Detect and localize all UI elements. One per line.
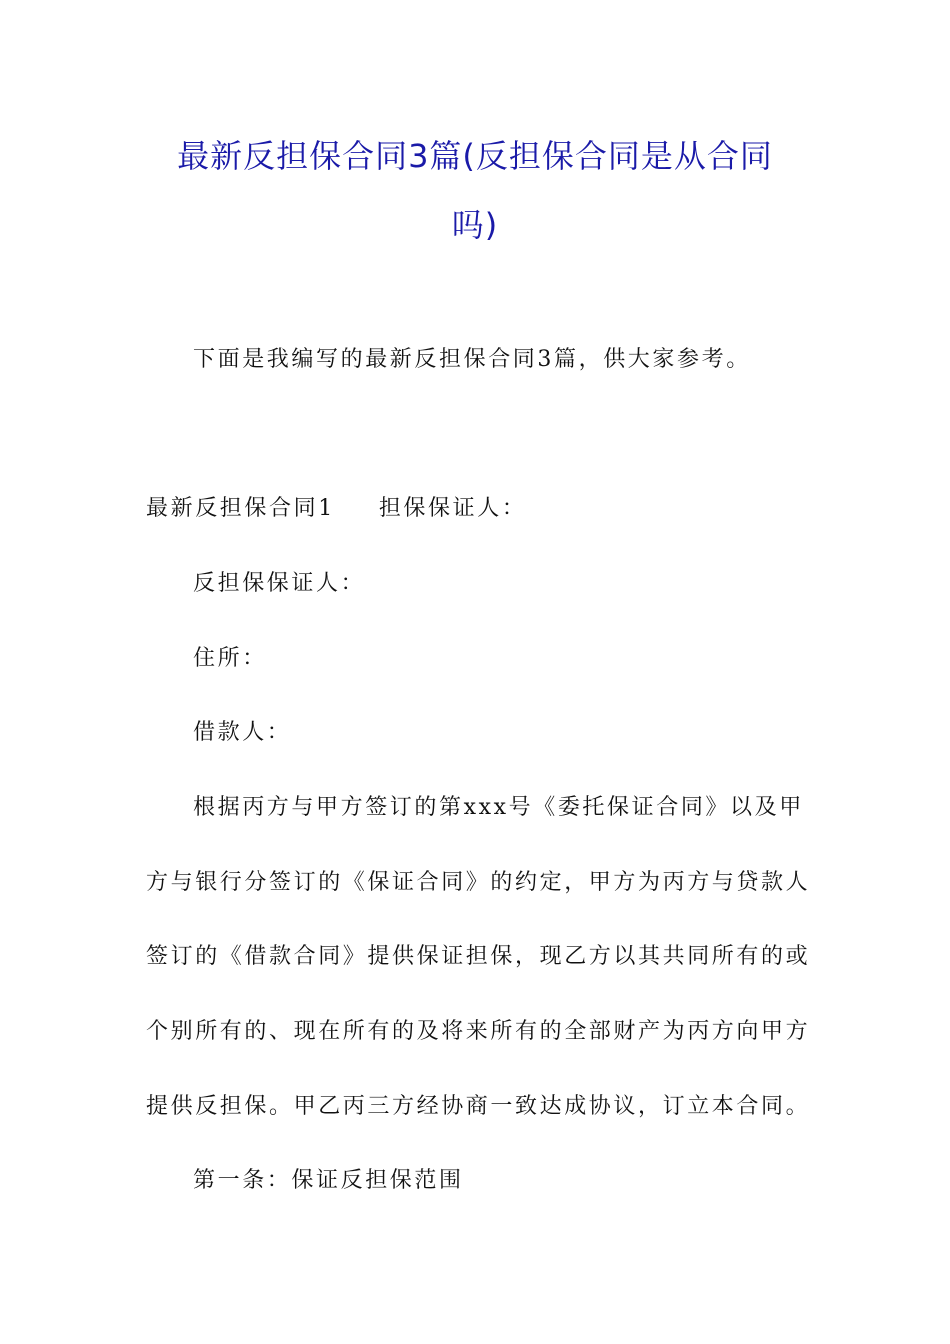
body-line: 提供反担保。甲乙丙三方经协商一致达成协议，订立本合同。 [146, 1094, 811, 1119]
body-line: 方与银行分签订的《保证合同》的约定，甲方为丙方与贷款人 [146, 870, 811, 895]
body-line: 签订的《借款合同》提供保证担保，现乙方以其共同所有的或 [146, 944, 811, 969]
body-line: 根据丙方与甲方签订的第xxx号《委托保证合同》以及甲 [193, 795, 804, 820]
intro-paragraph: 下面是我编写的最新反担保合同3篇，供大家参考。 [193, 347, 751, 372]
document-title-line-2: 吗) [451, 206, 499, 244]
address-label: 住所： [193, 646, 267, 671]
section-heading-row [146, 494, 816, 524]
section-heading: 最新反担保合同1 [146, 496, 335, 521]
counter-guarantor-label: 反担保保证人： [193, 571, 366, 596]
document-title-line-1: 最新反担保合同3篇(反担保合同是从合同 [177, 137, 773, 175]
body-line: 个别所有的、现在所有的及将来所有的全部财产为丙方向甲方 [146, 1019, 811, 1044]
borrower-label: 借款人： [193, 720, 292, 745]
article-1-heading: 第一条：保证反担保范围 [193, 1168, 464, 1193]
guarantor-label: 担保保证人： [378, 496, 527, 521]
